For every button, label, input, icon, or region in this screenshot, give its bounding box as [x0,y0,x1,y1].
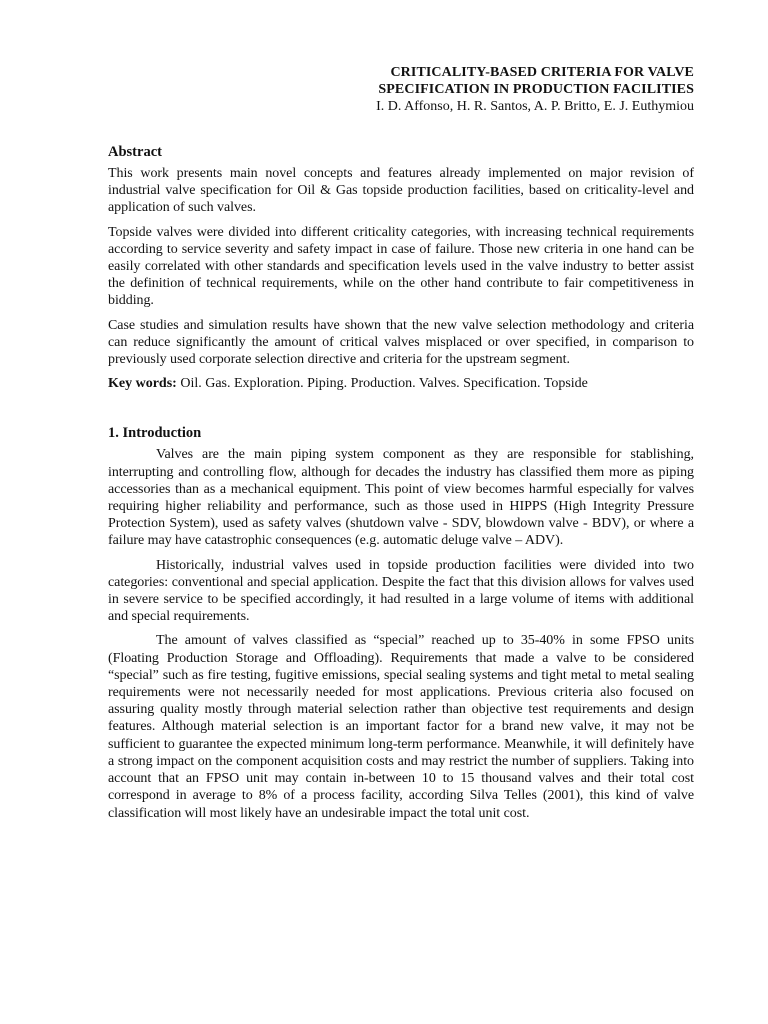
introduction-section [108,424,694,821]
document-page [108,64,694,829]
abstract-heading: Abstract [108,144,162,160]
paper-title-line-1: CRITICALITY-BASED CRITERIA FOR VALVE [390,65,694,80]
abstract-paragraph-3: Case studies and simulation results have shown that the new valve selection methodology and criteria can reduce significantly the amount of critical valves misplaced or over specified, in comparison to previously used corporate selection directive and criteria for the upstream segment. [108,317,694,368]
keywords-line [108,375,694,392]
introduction-paragraph-3: The amount of valves classified as “special” reached up to 35-40% in some FPSO units (Floating Production Storage and Offloading). Requirements that made a valve to be considered “special” such as fire testing, fugitive emissions, special sealing systems and tight metal to metal sealing requirements were not necessarily needed for most applications. Previous criteria also focused on assuring quality mostly through material selection rather than objective test requirements and design features. Although material selection is an important factor for a brand new valve, it may not be sufficient to guarantee the expected minimum long-term performance. Meanwhile, it will definitely have a strong impact on the component acquisition costs and may restrict the number of suppliers. Taking into account that an FPSO unit may contain in-between 10 to 15 thousand valves and their total cost correspond in average to 8% of a process facility, according Silva Telles (2001), this kind of valve classification will most likely have an undesirable impact the total unit cost. [108,633,694,821]
introduction-paragraph-1: Valves are the main piping system component as they are responsible for stablishing, interrupting and controlling flow, although for decades the industry has classified them more as piping accessories than as a mechanical equipment. This point of view becomes harmful especially for valves requiring higher reliability and performance, such as those used in HIPPS (High Integrity Pressure Protection System), used as safety valves (shutdown valve - SDV, blowdown valve - BDV), or where a failure may have catastrophic consequences (e.g. automatic deluge valve – ADV). [108,447,694,549]
abstract-section [108,143,694,392]
introduction-heading: 1. Introduction [108,425,202,442]
title-block [108,64,694,115]
keywords-text: Oil. Gas. Exploration. Piping. Production. Valves. Specification. Topside [176,376,588,392]
keywords-label: Key words: [108,376,177,392]
paper-title-line-2: SPECIFICATION IN PRODUCTION FACILITIES [378,82,694,97]
paper-authors: I. D. Affonso, H. R. Santos, A. P. Britto, E. J. Euthymiou [376,99,694,114]
abstract-paragraph-1: This work presents main novel concepts and features already implemented on major revision of industrial valve specification for Oil & Gas topside production facilities, based on criticality-level and application of such valves. [108,166,694,216]
abstract-paragraph-2: Topside valves were divided into different criticality categories, with increasing technical requirements according to service severity and safety impact in case of failure. Those new criteria in one hand can be easily correlated with other standards and specification levels used in the valve industry to better assist the definition of technical requirements, while on the other hand contribute to fair competitiveness in bidding. [108,224,694,309]
introduction-paragraph-2: Historically, industrial valves used in topside production facilities were divided into two categories: conventional and special application. Despite the fact that this division allows for valves used in severe service to be specified accordingly, it had resulted in a large volume of items with additional and special requirements. [108,557,694,625]
